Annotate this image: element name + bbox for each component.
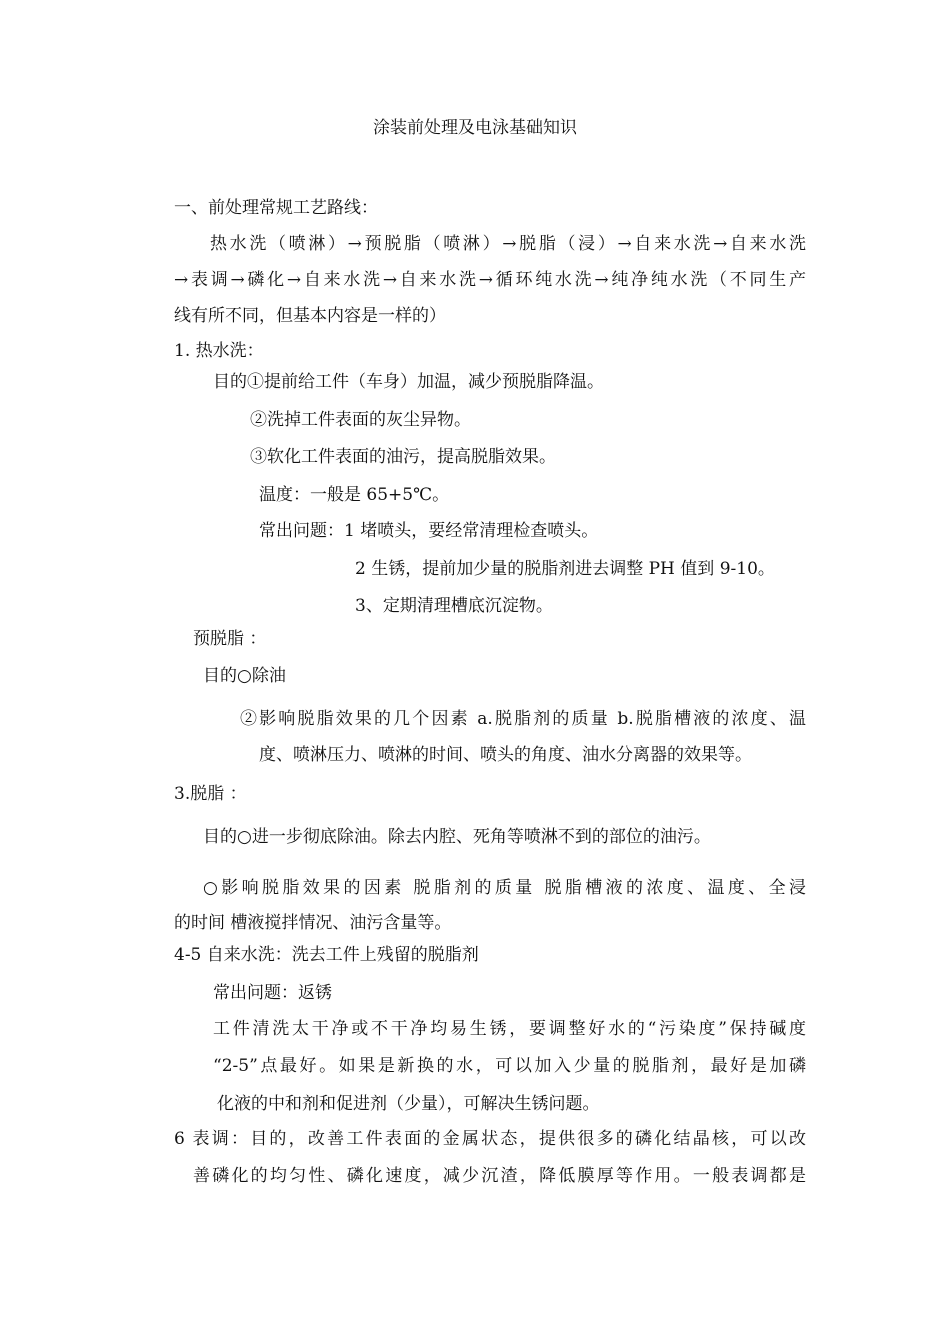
degreasing-factors-line-2: 的时间 槽液搅拌情况、油污含量等。 (174, 913, 452, 933)
pre-degreasing-heading: 预脱脂 ： (193, 629, 267, 649)
hot-wash-problem-3: 3、定期清理槽底沉淀物。 (355, 596, 553, 616)
item-6-surface-conditioning-line-1: 6 表调：目的，改善工件表面的金属状态，提供很多的磷化结晶核，可以改 (174, 1129, 806, 1149)
document-title: 涂装前处理及电泳基础知识 (373, 118, 577, 138)
process-route-line-2: →表调→磷化→自来水洗→自来水洗→循环纯水洗→纯净纯水洗（不同生产 (174, 270, 806, 290)
pre-degreasing-factors-line-1: ②影响脱脂效果的几个因素 a.脱脂剂的质量 b.脱脂槽液的浓度、温 (240, 709, 806, 729)
degreasing-purpose: 目的○进一步彻底除油。除去内腔、死角等喷淋不到的部位的油污。 (203, 827, 711, 847)
process-route-line-3: 线有所不同，但基本内容是一样的） (174, 306, 446, 326)
hot-wash-purpose-2: ②洗掉工件表面的灰尘异物。 (250, 410, 471, 430)
hot-wash-purpose-1: 目的①提前给工件（车身）加温，减少预脱脂降温。 (213, 372, 604, 392)
pre-degreasing-factors-line-2: 度、喷淋压力、喷淋的时间、喷头的角度、油水分离器的效果等。 (259, 745, 752, 765)
process-route-line-1: 热水洗（喷淋）→预脱脂（喷淋）→脱脂（浸）→自来水洗→自来水洗 (210, 234, 806, 254)
hot-wash-purpose-3: ③软化工件表面的油污，提高脱脂效果。 (250, 447, 556, 467)
tap-water-wash-solution-line-3: 化液的中和剂和促进剂（少量），可解决生锈问题。 (217, 1094, 600, 1114)
tap-water-wash-solution-line-2: “2-5”点最好。如果是新换的水，可以加入少量的脱脂剂，最好是加磷 (213, 1056, 806, 1076)
tap-water-wash-solution-line-1: 工件清洗太干净或不干净均易生锈，要调整好水的“污染度”保持碱度 (213, 1019, 806, 1039)
tap-water-wash-problem: 常出问题：返锈 (213, 983, 332, 1003)
item-3-heading-degreasing: 3.脱脂 ： (174, 784, 247, 804)
degreasing-factors-line-1: ○影响脱脂效果的因素 脱脂剂的质量 脱脂槽液的浓度、温度、全浸 (203, 878, 806, 898)
section-heading-pretreatment-route: 一、前处理常规工艺路线： (174, 198, 378, 218)
item-4-5-heading-tap-water-wash: 4-5 自来水洗：洗去工件上残留的脱脂剂 (174, 945, 479, 965)
hot-wash-problem-1: 常出问题：1 堵喷头，要经常清理检查喷头。 (259, 521, 599, 541)
hot-wash-temperature: 温度：一般是 65+5℃。 (259, 485, 450, 505)
pre-degreasing-purpose: 目的○除油 (203, 666, 286, 686)
item-6-surface-conditioning-line-2: 善磷化的均匀性、磷化速度，减少沉渣，降低膜厚等作用。一般表调都是 (193, 1166, 806, 1186)
item-1-heading-hot-water-wash: 1. 热水洗： (174, 341, 264, 361)
hot-wash-problem-2: 2 生锈，提前加少量的脱脂剂进去调整 PH 值到 9-10。 (355, 559, 775, 579)
